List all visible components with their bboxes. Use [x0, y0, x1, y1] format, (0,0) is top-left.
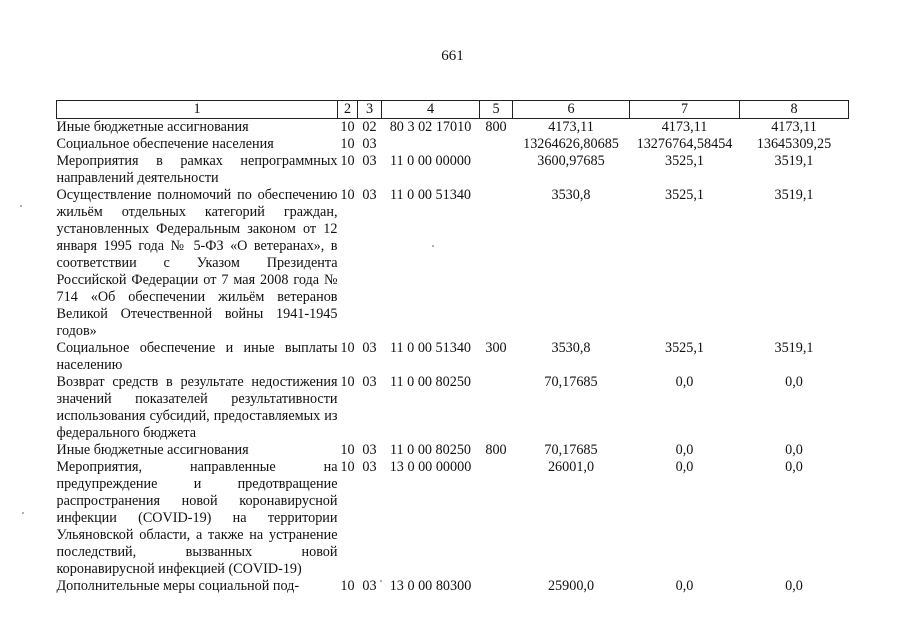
row-value-col7: 4173,11 [661, 119, 708, 135]
col-header-1: 1 [57, 101, 338, 119]
row-expense-type [480, 578, 513, 595]
row-subsection: 03 [362, 374, 377, 390]
row-expense-type: 800 [485, 442, 507, 458]
row-value-col6: 70,17685 [544, 442, 598, 458]
row-subsection: 03 [362, 578, 377, 594]
row-value-col7: 0,0 [675, 459, 694, 475]
row-section: 10 [340, 187, 355, 203]
row-value-col8: 0,0 [785, 442, 803, 458]
col-header-6: 6 [513, 101, 630, 119]
scan-speck [20, 205, 22, 207]
row-section: 10 [340, 374, 355, 390]
row-expense-type [480, 153, 513, 187]
table-row [57, 119, 849, 137]
scan-speck [22, 512, 24, 514]
table-row [57, 187, 849, 340]
row-expense-type [480, 374, 513, 442]
row-target-article: 11 0 00 80250 [389, 442, 472, 458]
table-row [57, 136, 849, 153]
row-subsection: 03 [362, 340, 377, 356]
row-name: Осуществление полномочий по обеспечению жильём отдельных категорий граждан, установленных Федеральным законом от 12 января 1995 года № 5-ФЗ «О ветеранах», в соответствии с Указом Президента Российской Федерации от 7 мая 2008 года № 714 «Об обеспечении жильём ветеранов Великой Отечественной войны 1941-1945 годов» [56, 187, 338, 339]
row-subsection: 03 [362, 136, 377, 152]
scan-speck [432, 245, 434, 247]
row-target-article [382, 136, 480, 153]
row-value-col8: 3519,1 [774, 153, 814, 169]
row-name: Иные бюджетные ассигнования [56, 119, 249, 135]
col-header-8: 8 [740, 101, 849, 119]
row-value-col8: 0,0 [785, 578, 803, 594]
row-expense-type [480, 459, 513, 578]
row-value-col7: 13276764,58454 [636, 136, 733, 152]
row-value-col8: 3519,1 [774, 340, 814, 356]
row-name: Социальное обеспечение и иные выплаты населению [56, 340, 338, 373]
row-value-col6: 3600,97685 [537, 153, 605, 169]
row-value-col8: 0,0 [785, 459, 803, 475]
row-value-col6: 13264626,80685 [523, 136, 619, 152]
table-row [57, 153, 849, 187]
row-value-col7: 0,0 [675, 578, 694, 594]
row-value-col7: 3525,1 [664, 153, 704, 169]
row-value-col6: 3530,8 [551, 187, 591, 203]
row-expense-type: 800 [485, 119, 507, 135]
table-row [57, 578, 849, 595]
row-section: 10 [340, 578, 355, 594]
row-value-col7: 3525,1 [664, 187, 704, 203]
row-section: 10 [340, 119, 355, 135]
table-row [57, 442, 849, 459]
row-section: 10 [340, 136, 355, 152]
header-row [57, 101, 849, 119]
row-value-col8: 0,0 [785, 374, 803, 390]
row-subsection: 03 [362, 187, 377, 203]
row-subsection: 03 [362, 459, 377, 475]
budget-table [56, 100, 849, 595]
row-section: 10 [340, 340, 355, 356]
col-header-4: 4 [382, 101, 480, 119]
row-expense-type [480, 187, 513, 340]
row-value-col8: 13645309,25 [756, 136, 832, 152]
row-expense-type [480, 136, 513, 153]
row-target-article: 13 0 00 00000 [389, 459, 472, 475]
col-header-5: 5 [480, 101, 513, 119]
row-section: 10 [340, 459, 355, 475]
table-row [57, 340, 849, 374]
row-subsection: 02 [362, 119, 377, 135]
row-value-col7: 3525,1 [664, 340, 704, 356]
row-name: Дополнительные меры социальной под- [56, 578, 300, 594]
row-name: Возврат средств в результате недостижения значений показателей результативности использования субсидий, предоставляемых из федерального бюджета [56, 374, 338, 441]
row-expense-type: 300 [485, 340, 507, 356]
row-name: Иные бюджетные ассигнования [56, 442, 249, 458]
table-row [57, 374, 849, 442]
row-subsection: 03 [362, 442, 377, 458]
row-name: Мероприятия в рамках непрограммных направлений деятельности [56, 153, 338, 186]
row-value-col8: 4173,11 [771, 119, 817, 135]
row-name: Социальное обеспечение населения [56, 136, 274, 152]
row-target-article: 11 0 00 51340 [389, 340, 472, 356]
row-value-col6: 25900,0 [547, 578, 595, 594]
col-header-2: 2 [338, 101, 358, 119]
row-value-col6: 3530,8 [551, 340, 591, 356]
scan-speck [380, 580, 382, 582]
table-row [57, 459, 849, 578]
row-value-col6: 4173,11 [548, 119, 594, 135]
row-value-col7: 0,0 [675, 442, 694, 458]
row-subsection: 03 [362, 153, 377, 169]
col-header-7: 7 [630, 101, 740, 119]
row-target-article: 11 0 00 51340 [389, 187, 472, 203]
row-target-article: 11 0 00 80250 [389, 374, 472, 390]
col-header-3: 3 [358, 101, 382, 119]
row-target-article: 13 0 00 80300 [389, 578, 472, 594]
row-section: 10 [340, 442, 355, 458]
row-value-col8: 3519,1 [774, 187, 814, 203]
page-number: 661 [441, 48, 464, 64]
row-target-article: 80 3 02 17010 [389, 119, 472, 135]
row-target-article: 11 0 00 00000 [389, 153, 472, 169]
row-value-col6: 26001,0 [547, 459, 595, 475]
row-value-col6: 70,17685 [544, 374, 598, 390]
row-value-col7: 0,0 [675, 374, 694, 390]
row-section: 10 [340, 153, 355, 169]
row-name: Мероприятия, направленные на предупреждение и предотвращение распространения новой коронавирусной инфекции (COVID-19) на территории Ульяновской области, а также на устранение последствий, вызванных новой коронавирусной инфекцией (COVID-19) [56, 459, 338, 577]
